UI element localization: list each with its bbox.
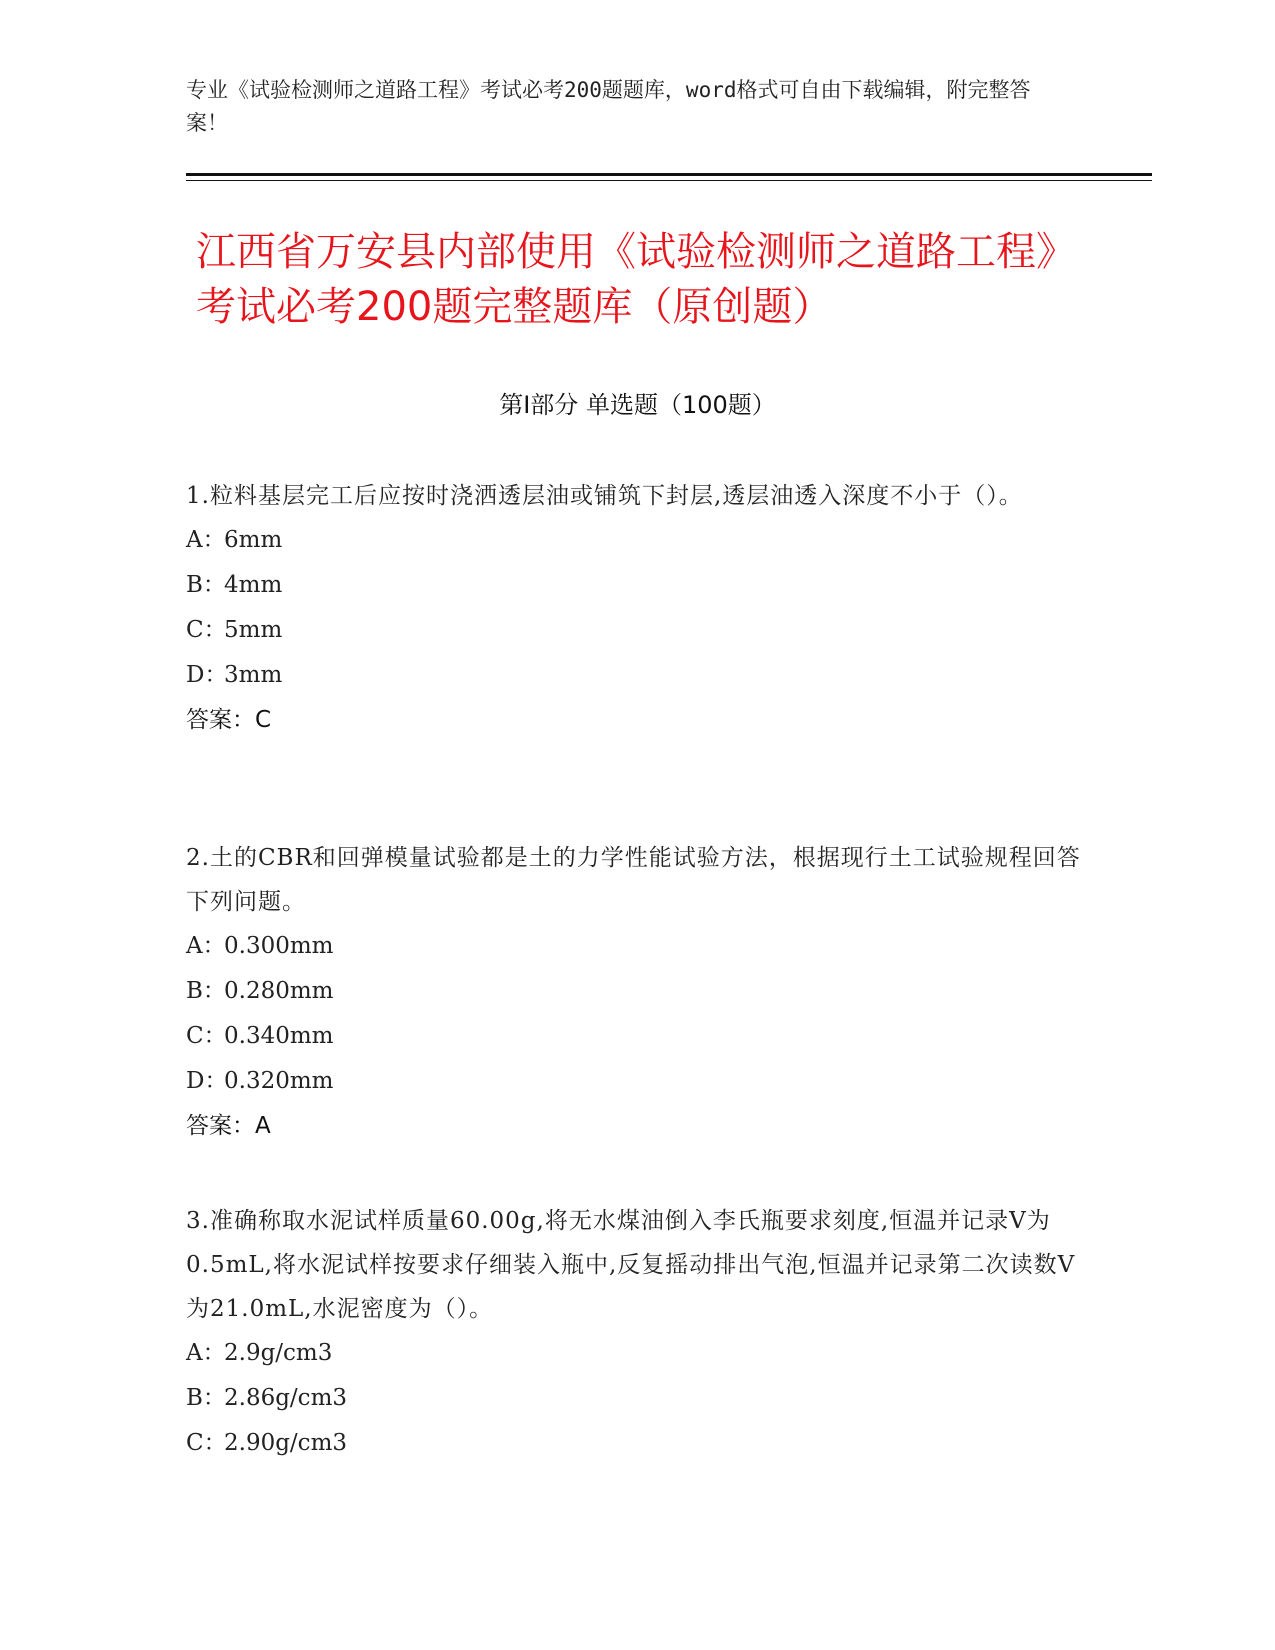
option-b <box>186 563 1086 608</box>
question-1 <box>186 474 1086 743</box>
question-stem: 1.粒料基层完工后应按时浇洒透层油或铺筑下封层,透层油透入深度不小于（）。 <box>186 483 1023 509</box>
header-rule-thin <box>186 180 1152 181</box>
option-b <box>186 969 1086 1014</box>
header-note: 专业《试验检测师之道路工程》考试必考200题题库，word格式可自由下载编辑，附完整答案！ <box>186 78 1031 135</box>
option-letter: C： <box>186 1430 227 1456</box>
option-letter: B： <box>186 1385 226 1411</box>
question-stem: 2.土的CBR和回弹模量试验都是土的力学性能试验方法，根据现行土工试验规程回答下列问题。 <box>186 845 1081 915</box>
option-letter: A： <box>186 1340 226 1366</box>
option-text: 2.86g/cm3 <box>224 1385 348 1411</box>
option-d <box>186 653 1086 698</box>
option-text: 5mm <box>224 617 283 643</box>
option-letter: B： <box>186 978 226 1004</box>
question-2 <box>186 836 1086 1149</box>
option-a <box>186 924 1086 969</box>
option-text: 2.9g/cm3 <box>224 1340 333 1366</box>
option-text: 6mm <box>224 527 283 553</box>
option-text: 0.280mm <box>224 978 334 1004</box>
option-text: 0.320mm <box>224 1068 334 1094</box>
option-c <box>186 1421 1086 1466</box>
option-a <box>186 518 1086 563</box>
option-b <box>186 1376 1086 1421</box>
answer-line: 答案：A <box>186 1113 271 1139</box>
option-c <box>186 608 1086 653</box>
header-rule-thick <box>186 173 1152 176</box>
option-letter: D： <box>186 1068 228 1094</box>
question-3 <box>186 1199 1086 1466</box>
option-c <box>186 1014 1086 1059</box>
option-letter: A： <box>186 527 226 553</box>
option-text: 0.340mm <box>224 1023 334 1049</box>
option-letter: C： <box>186 1023 227 1049</box>
question-stem: 3.准确称取水泥试样质量60.00g,将无水煤油倒入李氏瓶要求刻度,恒温并记录V为0.5mL,将水泥试样按要求仔细装入瓶中,反复摇动排出气泡,恒温并记录第二次读数V为21.0mL,水泥密度为（）。 <box>186 1208 1076 1322</box>
option-letter: A： <box>186 933 226 959</box>
option-text: 0.300mm <box>224 933 334 959</box>
option-d <box>186 1059 1086 1104</box>
option-text: 2.90g/cm3 <box>224 1430 348 1456</box>
section-heading: 第Ⅰ部分 单选题（100题） <box>499 391 776 419</box>
document-title: 江西省万安县内部使用《试验检测师之道路工程》考试必考200题完整题库（原创题） <box>196 229 1076 330</box>
option-text: 3mm <box>224 662 283 688</box>
option-letter: C： <box>186 617 227 643</box>
option-a <box>186 1331 1086 1376</box>
option-text: 4mm <box>224 572 283 598</box>
option-letter: D： <box>186 662 228 688</box>
option-letter: B： <box>186 572 226 598</box>
answer-line: 答案：C <box>186 707 272 733</box>
